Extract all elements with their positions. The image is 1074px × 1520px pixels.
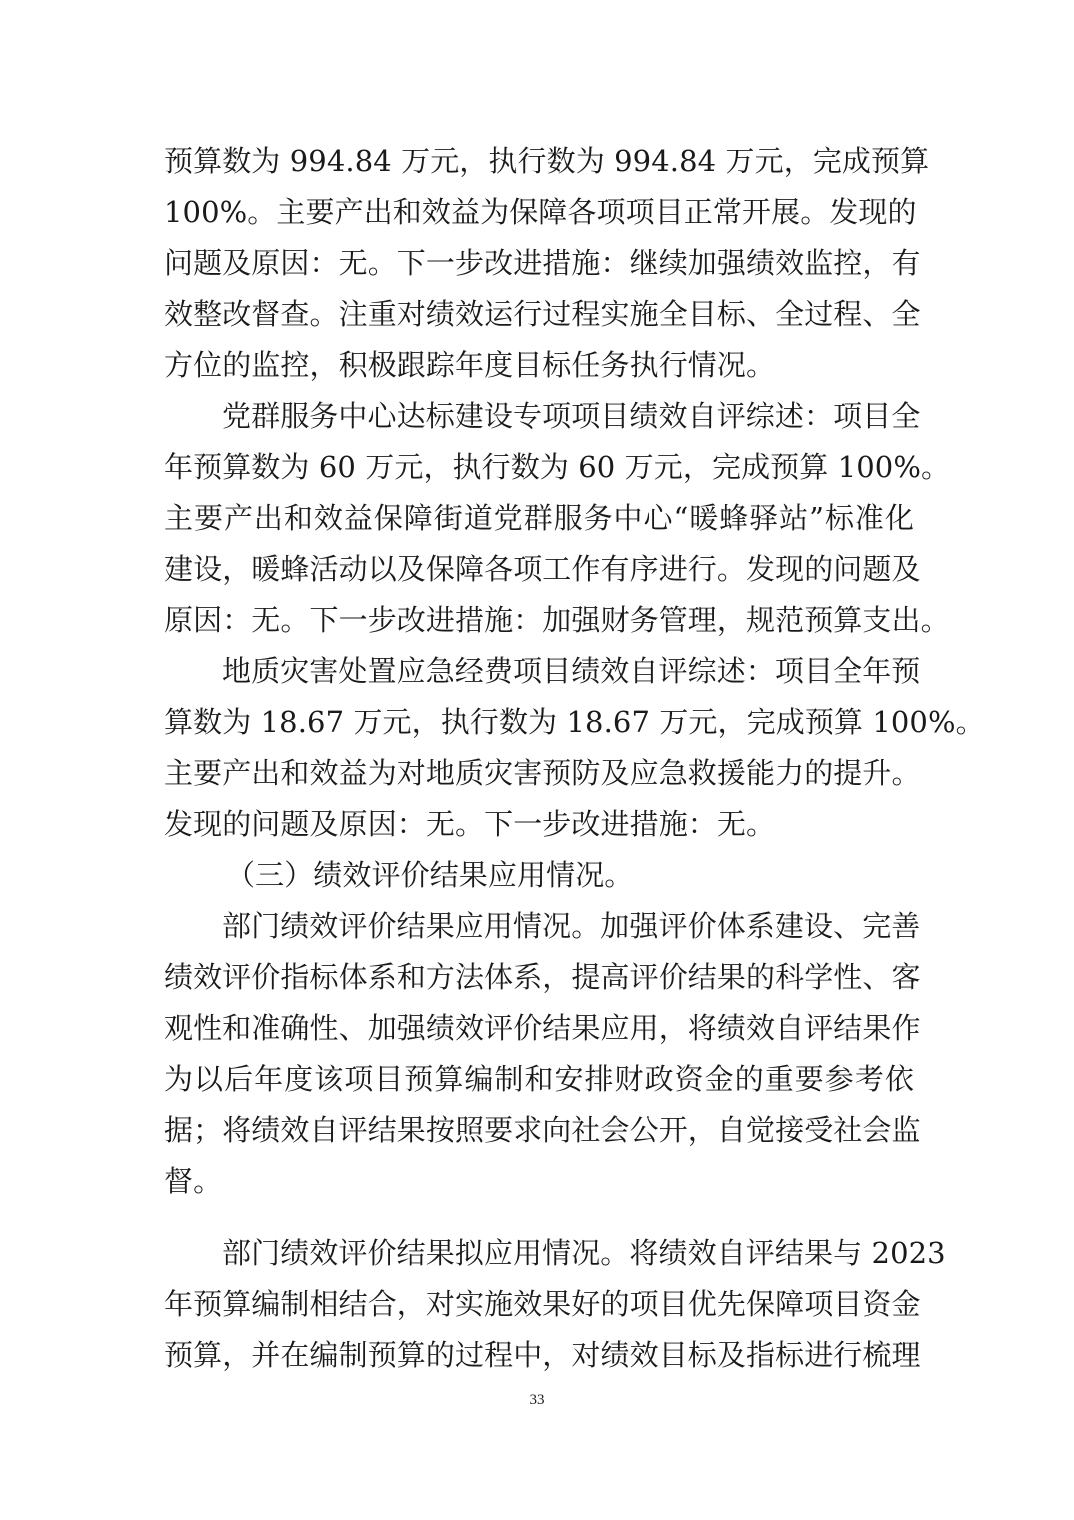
paragraph-line: 地质灾害处置应急经费项目绩效自评综述：项目全年预: [222, 654, 921, 688]
paragraph-line: 发现的问题及原因：无。下一步改进措施：无。: [164, 807, 776, 841]
paragraph-line: 问题及原因：无。下一步改进措施：继续加强绩效监控，有: [164, 246, 921, 280]
paragraph-line: 年预算数为 60 万元，执行数为 60 万元，完成预算 100%。: [164, 450, 951, 484]
paragraph-line: 预算数为 994.84 万元，执行数为 994.84 万元，完成预算: [164, 144, 930, 178]
paragraph-line: 观性和准确性、加强绩效评价结果应用，将绩效自评结果作: [164, 1011, 921, 1045]
paragraph-line: 建设，暖蜂活动以及保障各项工作有序进行。发现的问题及: [164, 552, 921, 586]
paragraph-line: 部门绩效评价结果拟应用情况。将绩效自评结果与 2023: [222, 1236, 946, 1270]
paragraph-line: 年预算编制相结合，对实施效果好的项目优先保障项目资金: [164, 1287, 921, 1321]
section-heading: （三）绩效评价结果应用情况。: [226, 858, 634, 892]
paragraph-line: 部门绩效评价结果应用情况。加强评价体系建设、完善: [222, 909, 921, 943]
paragraph-line: 100%。主要产出和效益为保障各项项目正常开展。发现的: [164, 195, 917, 229]
page-number: 33: [529, 1392, 545, 1408]
paragraph-line: 算数为 18.67 万元，执行数为 18.67 万元，完成预算 100%。: [164, 705, 985, 739]
paragraph-line: 党群服务中心达标建设专项项目绩效自评综述：项目全: [222, 399, 921, 433]
paragraph-line: 主要产出和效益保障街道党群服务中心“暖蜂驿站”标准化: [164, 501, 914, 535]
paragraph-line: 据；将绩效自评结果按照要求向社会公开，自觉接受社会监: [164, 1113, 921, 1147]
paragraph-line: 督。: [164, 1164, 223, 1198]
paragraph-line: 主要产出和效益为对地质灾害预防及应急救援能力的提升。: [164, 756, 921, 790]
paragraph-line: 方位的监控，积极跟踪年度目标任务执行情况。: [164, 348, 776, 382]
paragraph-line: 为以后年度该项目预算编制和安排财政资金的重要参考依: [164, 1062, 914, 1096]
paragraph-line: 效整改督查。注重对绩效运行过程实施全目标、全过程、全: [164, 297, 921, 331]
paragraph-line: 预算，并在编制预算的过程中，对绩效目标及指标进行梳理: [164, 1338, 921, 1372]
paragraph-line: 绩效评价指标体系和方法体系，提高评价结果的科学性、客: [164, 960, 921, 994]
paragraph-line: 原因：无。下一步改进措施：加强财务管理，规范预算支出。: [164, 603, 950, 637]
